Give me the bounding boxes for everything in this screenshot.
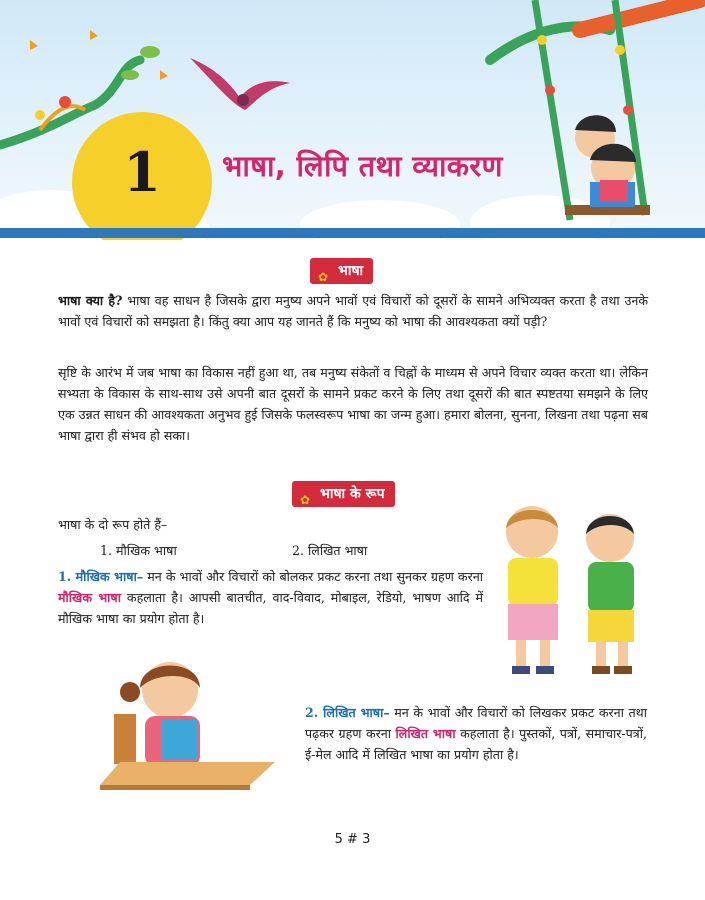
leaf-icon: ✿ bbox=[300, 493, 311, 507]
chapter-number: 1 bbox=[123, 140, 161, 204]
bird-illustration bbox=[185, 48, 295, 118]
boys-talking-illustration bbox=[490, 500, 660, 685]
chapter-title: भाषा, लिपि तथा व्याकरण bbox=[222, 149, 503, 183]
paragraph-origin-of-language: सृष्टि के आरंभ में जब भाषा का विकास नहीं हुआ था, तब मनुष्य संकेतों व चिह्नों के माध्यम से अपने विचार व्यक्त करता था। लेकिन सभ्यता के विकास के साथ-साथ उसे अपनी बात दूसरों के सामने प्रकट करने के लिए तथा दूसरों की बात स्पष्टतया समझने के लिए एक उन्नत साधन की आवश्यकता अनुभव हुई जिसके फलस्वरूप भाषा का जन्म हुआ। हमारा बोलना, सुनना, लिखना तथा पढ़ना सब भाषा द्वारा ही संभव हो सका। bbox=[58, 365, 648, 443]
section-heading-label: भाषा के रूप bbox=[320, 486, 385, 502]
paragraph-text: कहलाता है। पुस्तकों, पत्रों, समाचार-पत्रों, ई-मेल आदि में लिखित भाषा का प्रयोग होता है। bbox=[305, 726, 647, 762]
paragraph-written-language bbox=[305, 702, 647, 765]
paragraph-oral-language bbox=[58, 566, 483, 629]
form-item-oral: 1. मौखिक भाषा bbox=[100, 543, 177, 558]
oral-heading: 1. मौखिक भाषा– bbox=[58, 569, 144, 584]
paragraph-text: मन के भावों और विचारों को बोलकर प्रकट करना तथा सुनकर ग्रहण करना bbox=[143, 569, 484, 584]
form-item-written: 2. लिखित भाषा bbox=[292, 543, 368, 558]
question-lead: भाषा क्या है? bbox=[58, 293, 123, 308]
chapter-header-banner bbox=[0, 0, 705, 240]
paragraph-what-is-language bbox=[58, 290, 648, 332]
swing-children-illustration bbox=[430, 0, 705, 235]
page-number: 5 # 3 bbox=[334, 832, 371, 847]
section-heading-label: भाषा bbox=[338, 263, 364, 279]
leaf-icon: ✿ bbox=[318, 270, 329, 284]
paragraph-text: मन के भावों और विचारों को लिखकर प्रकट करना तथा पढ़कर ग्रहण करना bbox=[305, 705, 647, 741]
section-heading-bhasha bbox=[310, 258, 373, 284]
forms-intro: भाषा के दो रूप होते हैं– bbox=[58, 517, 168, 532]
paragraph-text: भाषा वह साधन है जिसके द्वारा मनुष्य अपने भावों एवं विचारों को दूसरों के सामने अभिव्यक्त करता है तथा उनके भावों एवं विचारों को समझता है। किंतु क्या आप यह जानते हैं कि मनुष्य को भाषा की आवश्यकता क्यों पड़ी? bbox=[58, 293, 649, 329]
paragraph-text: कहलाता है। आपसी बातचीत, वाद-विवाद, मोबाइल, रेडियो, भाषण आदि में मौखिक भाषा का प्रयोग होता है। bbox=[58, 590, 483, 626]
written-heading: 2. लिखित भाषा– bbox=[305, 705, 390, 720]
written-term: लिखित भाषा bbox=[395, 726, 456, 741]
oral-term: मौखिक भाषा bbox=[58, 590, 121, 605]
header-divider-band bbox=[0, 228, 705, 238]
girl-reading-illustration bbox=[100, 650, 280, 795]
section-heading-forms bbox=[292, 481, 395, 507]
